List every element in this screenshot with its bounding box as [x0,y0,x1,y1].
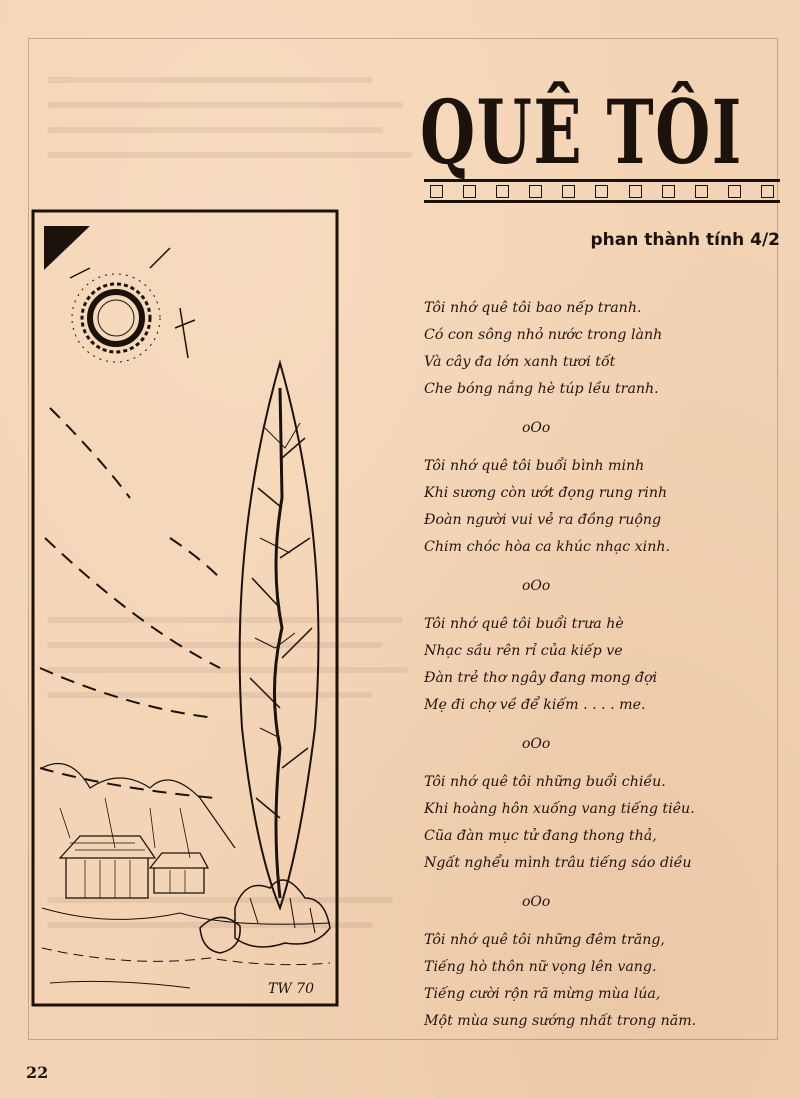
poem-line: Có con sông nhỏ nước trong lành [424,327,663,343]
film-hole [463,185,476,198]
film-hole [761,185,774,198]
poem-line: Khi sương còn ướt đọng rung rinh [424,485,668,501]
author-byline: phan thành tính 4/2 [590,230,780,250]
stanza-1 [424,295,754,403]
poem-line: Khi hoàng hôn xuống vang tiếng tiêu. [424,801,695,817]
poem-line: Cũa đàn mục tử đang thong thả, [424,828,657,844]
illustration-cypress-landscape [30,208,340,1008]
cypress-tree [240,363,319,908]
film-hole [562,185,575,198]
stanza-3 [424,611,754,719]
stanza-separator: oOo [522,420,551,436]
poem-line: Tôi nhớ quê tôi bao nếp tranh. [424,300,642,316]
poem-line: Chim chóc hòa ca khúc nhạc xinh. [424,539,670,555]
poem-line: Ngất nghểu mình trâu tiếng sáo diều [424,855,692,871]
poem-line: Tiếng hò thôn nữ vọng lên vang. [424,959,657,975]
poem-line: Che bóng nắng hè túp lều tranh. [424,381,659,397]
poem-line: Một mùa sung sướng nhất trong năm. [424,1013,697,1029]
page-number: 22 [26,1063,49,1082]
poem-line: Tôi nhớ quê tôi buổi trưa hè [424,616,624,632]
village-huts [60,836,208,898]
poem-line: Đoàn người vui vẻ ra đồng ruộng [424,512,662,528]
stanza-4 [424,769,754,877]
ground [42,908,330,988]
poem-line: Tiếng cười rộn rã mừng mùa lúa, [424,986,661,1002]
film-hole [662,185,675,198]
film-hole [629,185,642,198]
poem-title: QUÊ TÔI [420,80,743,184]
stanza-separator: oOo [522,578,551,594]
poem-line: Tôi nhớ quê tôi những buổi chiều. [424,774,666,790]
film-hole [496,185,509,198]
film-hole [529,185,542,198]
film-hole [595,185,608,198]
sun-icon [70,248,195,362]
film-hole [728,185,741,198]
stanza-2 [424,453,754,561]
stanza-5 [424,927,754,1035]
poem-body [424,295,754,1035]
artist-signature: TW 70 [268,981,314,997]
poem-line: Tôi nhớ quê tôi buổi bình minh [424,458,645,474]
poem-line: Đàn trẻ thơ ngây đang mong đợi [424,670,658,686]
poem-line: Tôi nhớ quê tôi những đêm trăng, [424,932,665,948]
stanza-separator: oOo [522,736,551,752]
poem-line: Và cây đa lớn xanh tươi tốt [424,354,616,370]
film-hole [430,185,443,198]
mountains [42,764,235,859]
rocks [200,880,330,953]
filmstrip-divider [424,179,780,203]
poem-line: Mẹ đi chợ về để kiếm . . . . me. [424,697,646,713]
poem-line: Nhạc sầu rên rỉ của kiếp ve [424,643,623,659]
stanza-separator: oOo [522,894,551,910]
film-hole [695,185,708,198]
corner-triangle-icon [44,226,90,270]
wind-lines [40,408,220,798]
